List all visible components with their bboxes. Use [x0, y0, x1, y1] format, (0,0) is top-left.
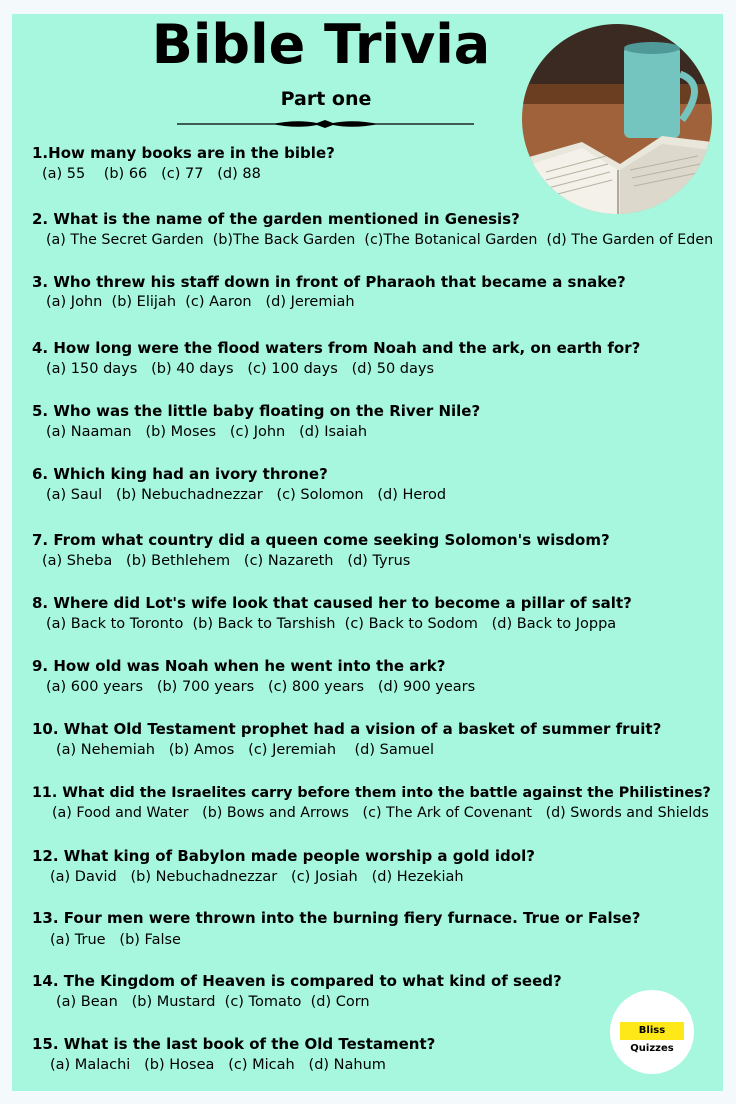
question-15: 15. What is the last book of the Old Testament?: [32, 1035, 436, 1053]
bible-and-mug-photo: [522, 24, 712, 214]
question-8: 8. Where did Lot's wife look that caused her to become a pillar of salt?: [32, 594, 632, 612]
options-4: (a) 150 days (b) 40 days (c) 100 days (d) 50 days: [46, 361, 435, 377]
page-subtitle: Part one: [280, 88, 372, 110]
options-3: (a) John (b) Elijah (c) Aaron (d) Jeremiah: [46, 294, 355, 310]
options-11: (a) Food and Water (b) Bows and Arrows (c) The Ark of Covenant (d) Swords and Shields: [52, 805, 709, 821]
options-13: (a) True (b) False: [50, 932, 181, 948]
options-6: (a) Saul (b) Nebuchadnezzar (c) Solomon (d) Herod: [46, 487, 447, 503]
question-11: 11. What did the Israelites carry before them into the battle against the Philistines?: [32, 785, 711, 801]
page-title: Bible Trivia: [151, 13, 491, 76]
question-9: 9. How old was Noah when he went into the ark?: [32, 657, 446, 675]
brand-badge: [610, 990, 694, 1074]
options-12: (a) David (b) Nebuchadnezzar (c) Josiah (d) Hezekiah: [50, 869, 464, 885]
question-14: 14. The Kingdom of Heaven is compared to what kind of seed?: [32, 972, 562, 990]
question-10: 10. What Old Testament prophet had a vision of a basket of summer fruit?: [32, 720, 662, 738]
question-2: 2. What is the name of the garden mentioned in Genesis?: [32, 210, 520, 228]
question-5: 5. Who was the little baby floating on the River Nile?: [32, 402, 481, 420]
ornamental-divider: [177, 116, 474, 132]
options-7: (a) Sheba (b) Bethlehem (c) Nazareth (d) Tyrus: [42, 553, 411, 569]
options-14: (a) Bean (b) Mustard (c) Tomato (d) Corn: [56, 994, 370, 1010]
question-13: 13. Four men were thrown into the burning fiery furnace. True or False?: [32, 909, 641, 927]
question-6: 6. Which king had an ivory throne?: [32, 465, 328, 483]
question-3: 3. Who threw his staff down in front of Pharaoh that became a snake?: [32, 273, 626, 291]
question-12: 12. What king of Babylon made people worship a gold idol?: [32, 847, 535, 865]
question-4: 4. How long were the flood waters from Noah and the ark, on earth for?: [32, 339, 641, 357]
options-5: (a) Naaman (b) Moses (c) John (d) Isaiah: [46, 424, 368, 440]
options-9: (a) 600 years (b) 700 years (c) 800 years (d) 900 years: [46, 679, 476, 695]
options-15: (a) Malachi (b) Hosea (c) Micah (d) Nahum: [50, 1057, 386, 1073]
options-1: (a) 55 (b) 66 (c) 77 (d) 88: [42, 166, 261, 182]
options-8: (a) Back to Toronto (b) Back to Tarshish (c) Back to Sodom (d) Back to Joppa: [46, 616, 617, 632]
question-1: 1.How many books are in the bible?: [32, 144, 335, 162]
brand-badge-label: Bliss Quizzes: [620, 1022, 684, 1040]
options-10: (a) Nehemiah (b) Amos (c) Jeremiah (d) Samuel: [56, 742, 434, 758]
options-2: (a) The Secret Garden (b)The Back Garden (c)The Botanical Garden (d) The Garden of Eden: [46, 232, 714, 248]
question-7: 7. From what country did a queen come seeking Solomon's wisdom?: [32, 531, 610, 549]
